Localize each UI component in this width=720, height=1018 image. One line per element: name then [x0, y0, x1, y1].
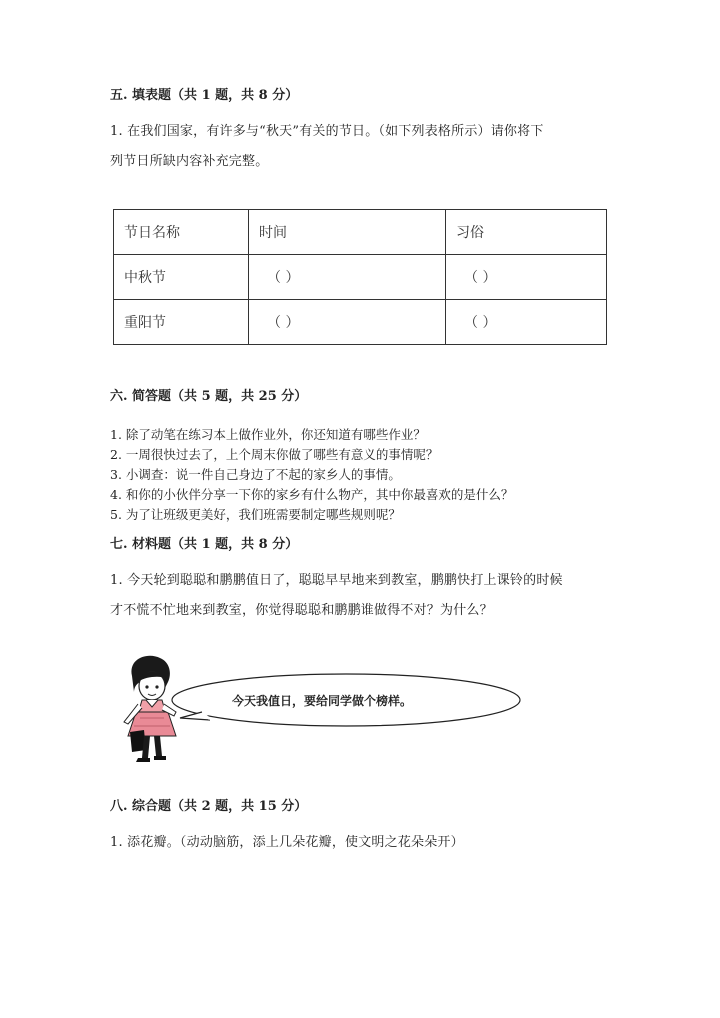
section6-title: 六. 简答题（共 5 题，共 25 分）	[110, 389, 308, 404]
time-blank[interactable]: （ ）	[249, 300, 446, 345]
festival-table	[113, 209, 607, 345]
section7-title: 七. 材料题（共 1 题，共 8 分）	[110, 537, 299, 552]
section5-question-line2: 列节日所缺内容补充完整。	[110, 154, 269, 169]
section6-question-list	[110, 425, 513, 525]
list-item: 2. 一周很快过去了，上个周末你做了哪些有意义的事情呢？	[110, 447, 439, 462]
section8-title: 八. 综合题（共 2 题，共 15 分）	[110, 799, 308, 814]
section7-question-line2: 才不慌不忙地来到教室，你觉得聪聪和鹏鹏谁做得不对？为什么？	[110, 603, 493, 618]
list-item: 1. 除了动笔在练习本上做作业外，你还知道有哪些作业？	[110, 427, 426, 442]
section5-title: 五. 填表题（共 1 题，共 8 分）	[110, 88, 299, 103]
festival-name-cell: 重阳节	[114, 300, 249, 345]
header-custom: 习俗	[446, 210, 607, 255]
speech-bubble-text: 今天我值日，要给同学做个榜样。	[232, 694, 413, 708]
table-row	[114, 300, 607, 345]
list-item: 4. 和你的小伙伴分享一下你的家乡有什么物产，其中你最喜欢的是什么？	[110, 487, 514, 502]
section5-question-line1: 1. 在我们国家，有许多与“秋天”有关的节日。（如下列表格所示）请你将下	[110, 124, 544, 139]
section7-question	[110, 566, 610, 626]
section5-question	[110, 117, 610, 177]
festival-name-cell: 中秋节	[114, 255, 249, 300]
table-header-row	[114, 210, 607, 255]
section8-question-text: 1. 添花瓣。（动动脑筋，添上几朵花瓣，使文明之花朵朵开）	[110, 835, 464, 850]
header-time: 时间	[249, 210, 446, 255]
girl-icon	[124, 656, 176, 762]
girl-speech-illustration	[110, 650, 530, 770]
section8-question	[110, 828, 610, 858]
header-festival-name: 节日名称	[114, 210, 249, 255]
custom-blank[interactable]: （ ）	[446, 255, 607, 300]
custom-blank[interactable]: （ ）	[446, 300, 607, 345]
table-row	[114, 255, 607, 300]
time-blank[interactable]: （ ）	[249, 255, 446, 300]
list-item: 5. 为了让班级更美好，我们班需要制定哪些规则呢？	[110, 507, 401, 522]
section7-question-line1: 1. 今天轮到聪聪和鹏鹏值日了，聪聪早早地来到教室，鹏鹏快打上课铃的时候	[110, 573, 563, 588]
list-item: 3. 小调查：说一件自己身边了不起的家乡人的事情。	[110, 467, 401, 482]
